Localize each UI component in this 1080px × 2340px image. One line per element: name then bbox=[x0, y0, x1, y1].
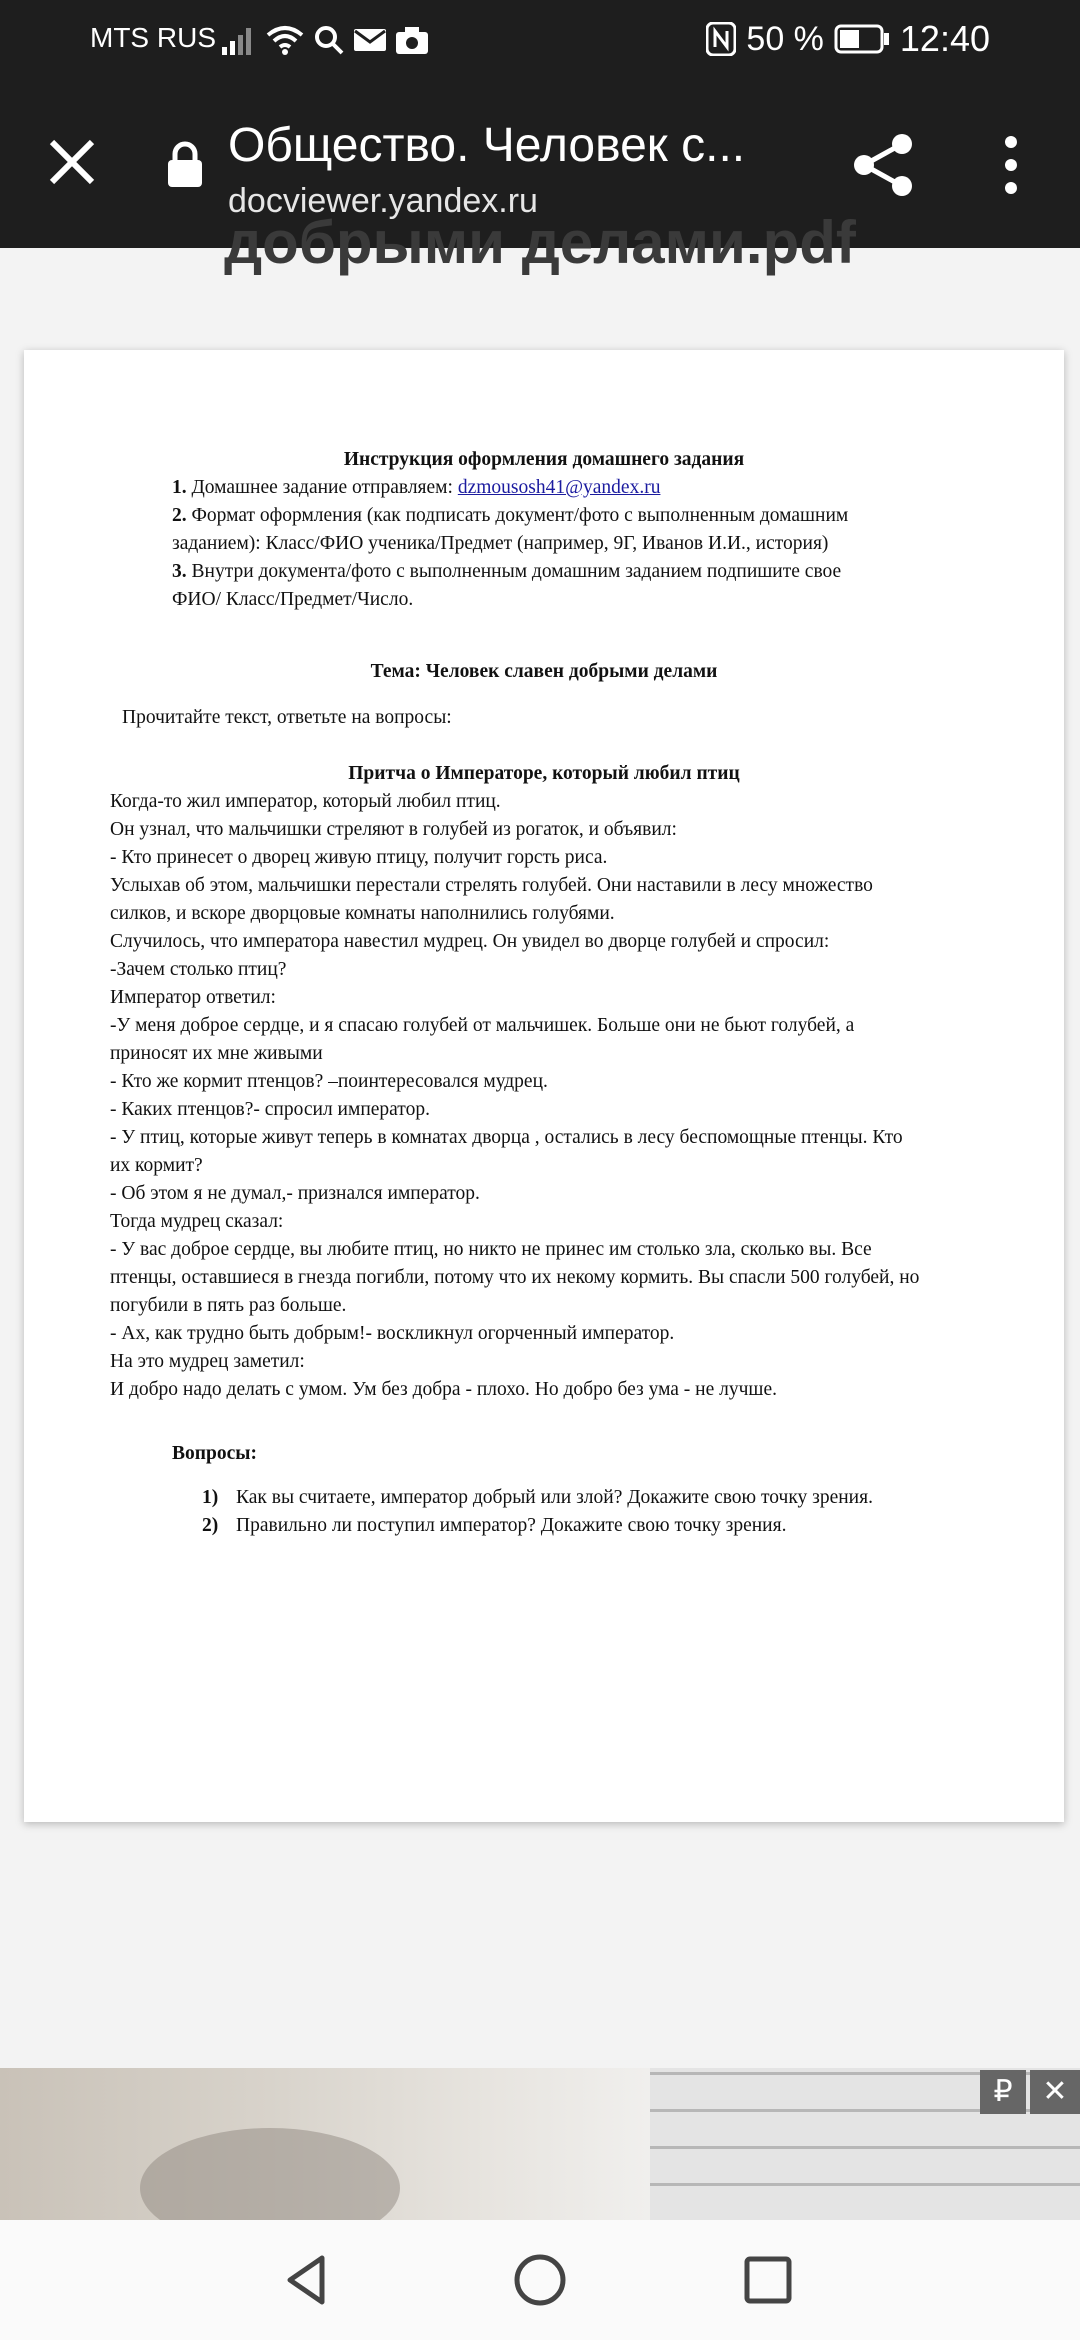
signal-icon bbox=[222, 25, 256, 55]
ad-banner[interactable] bbox=[0, 2068, 1080, 2220]
instruction-2 bbox=[172, 502, 848, 530]
instruction-3 bbox=[172, 558, 848, 586]
text-line: Он узнал, что мальчишки стреляют в голубей из рогаток, и объявил: bbox=[110, 819, 677, 840]
lock-icon bbox=[166, 140, 204, 188]
instruction-2-line-1: Формат оформления (как подписать документ/фото с выполненным домашним bbox=[186, 505, 849, 526]
text-line: И добро надо делать с умом. Ум без добра - плохо. Но добро без ума - не лучше. bbox=[110, 1379, 777, 1400]
question-text: Правильно ли поступил император? Докажите свою точку зрения. bbox=[236, 1515, 787, 1536]
wifi-icon bbox=[266, 25, 304, 55]
battery-icon bbox=[834, 24, 890, 54]
parable-title: Притча о Императоре, который любил птиц bbox=[348, 763, 740, 784]
question-number: 2) bbox=[202, 1515, 219, 1536]
parable-text bbox=[110, 788, 919, 1404]
text-line: Император ответил: bbox=[110, 987, 276, 1008]
text-line: силков, и вскоре дворцовые комнаты наполнились голубями. bbox=[110, 903, 615, 924]
close-icon[interactable] bbox=[44, 134, 100, 190]
question-number: 1) bbox=[202, 1487, 219, 1508]
battery-percent: 50 % bbox=[746, 19, 824, 58]
text-line: На это мудрец заметил: bbox=[110, 1351, 305, 1372]
carrier-label: MTS RUS bbox=[90, 22, 216, 53]
ad-ruble-badge[interactable]: ₽ bbox=[980, 2070, 1026, 2114]
instruction-2-num: 2. bbox=[172, 505, 187, 526]
text-line: Услыхав об этом, мальчишки перестали стрелять голубей. Они наставили в лесу множество bbox=[110, 875, 873, 896]
back-icon[interactable] bbox=[278, 2250, 338, 2310]
search-icon bbox=[314, 25, 344, 55]
question-text: Как вы считаете, император добрый или злой? Докажите свою точку зрения. bbox=[236, 1487, 873, 1508]
text-line: - Об этом я не думал,- признался император. bbox=[110, 1183, 480, 1204]
text-line: - У вас доброе сердце, вы любите птиц, но никто не принес им столько зла, сколько вы. Все bbox=[110, 1239, 872, 1260]
mail-icon bbox=[354, 27, 386, 53]
document-filename-heading: добрыми делами.pdf bbox=[224, 209, 856, 276]
instruction-3-line-1: Внутри документа/фото с выполненным домашним заданием подпишите свое bbox=[186, 561, 842, 582]
more-options-icon[interactable] bbox=[996, 132, 1026, 198]
instruction-3-cont: ФИО/ Класс/Предмет/Число. bbox=[172, 589, 414, 610]
text-line: приносят их мне живыми bbox=[110, 1043, 323, 1064]
text-line: - Кто принесет о дворец живую птицу, получит горсть риса. bbox=[110, 847, 608, 868]
reading-prompt: Прочитайте текст, ответьте на вопросы: bbox=[122, 707, 452, 728]
system-nav-bar bbox=[0, 2220, 1080, 2340]
nfc-icon bbox=[706, 22, 736, 56]
text-line: - Каких птенцов?- спросил император. bbox=[110, 1099, 430, 1120]
status-icons bbox=[222, 20, 428, 60]
text-line: погубили в пять раз больше. bbox=[110, 1295, 347, 1316]
text-line: -У меня доброе сердце, и я спасаю голубей от мальчишек. Больше они не бьют голубей, а bbox=[110, 1015, 855, 1036]
text-line: -Зачем столько птиц? bbox=[110, 959, 287, 980]
topic-heading: Тема: Человек славен добрыми делами bbox=[370, 661, 718, 682]
instruction-2-cont: заданием): Класс/ФИО ученика/Предмет (например, 9Г, Иванов И.И., история) bbox=[172, 533, 829, 554]
recents-icon[interactable] bbox=[738, 2250, 798, 2310]
text-line: Когда-то жил император, который любил птиц. bbox=[110, 791, 501, 812]
text-line: Тогда мудрец сказал: bbox=[110, 1211, 284, 1232]
status-icons-right bbox=[706, 18, 990, 60]
text-line: - Кто же кормит птенцов? –поинтересовался мудрец. bbox=[110, 1071, 548, 1092]
question-item bbox=[202, 1484, 873, 1512]
clock: 12:40 bbox=[899, 18, 990, 59]
document-page bbox=[24, 350, 1064, 1822]
instruction-1-text: Домашнее задание отправляем: bbox=[186, 477, 458, 498]
questions-list bbox=[202, 1484, 873, 1540]
instructions-list bbox=[172, 474, 848, 614]
share-icon[interactable] bbox=[850, 132, 916, 198]
page-url: docviewer.yandex.ru bbox=[228, 182, 538, 220]
instruction-3-num: 3. bbox=[172, 561, 187, 582]
text-line: - Ах, как трудно быть добрым!- воскликнул огорченный император. bbox=[110, 1323, 675, 1344]
instruction-1 bbox=[172, 474, 848, 502]
question-item bbox=[202, 1512, 873, 1540]
ad-close-button[interactable]: ✕ bbox=[1030, 2070, 1080, 2114]
text-line: птенцы, оставшиеся в гнезда погибли, потому что их некому кормить. Вы спасли 500 голубей, но bbox=[110, 1267, 920, 1288]
questions-title: Вопросы: bbox=[172, 1443, 257, 1464]
text-line: их кормит? bbox=[110, 1155, 203, 1176]
ad-image-figure bbox=[140, 2128, 400, 2220]
camera-icon bbox=[396, 26, 428, 54]
instruction-1-num: 1. bbox=[172, 477, 187, 498]
text-line: Случилось, что императора навестил мудрец. Он увидел во дворце голубей и спросил: bbox=[110, 931, 830, 952]
instructions-title: Инструкция оформления домашнего задания bbox=[343, 449, 745, 470]
text-line: - У птиц, которые живут теперь в комнатах дворца , остались в лесу беспомощные птенцы. Кто bbox=[110, 1127, 903, 1148]
home-icon[interactable] bbox=[510, 2250, 570, 2310]
status-bar bbox=[0, 0, 1080, 82]
page-title: Общество. Человек с... bbox=[228, 119, 746, 172]
email-link[interactable]: dzmousosh41@yandex.ru bbox=[457, 477, 661, 498]
